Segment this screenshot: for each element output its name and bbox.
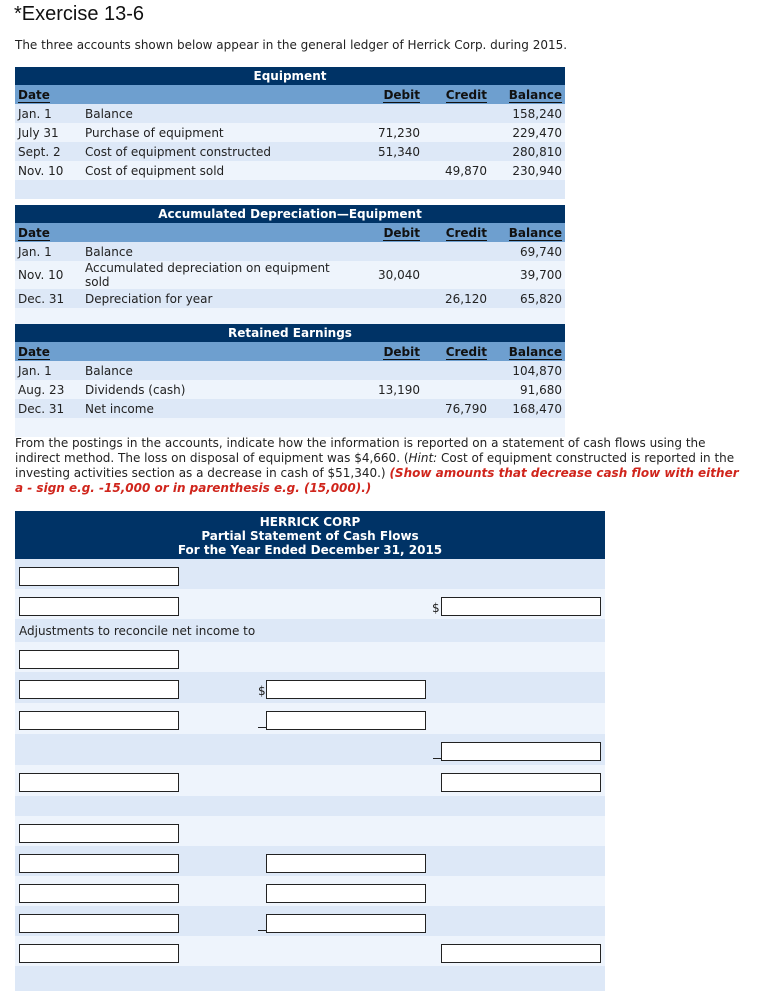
total-amount-input[interactable] [441, 773, 601, 792]
cash-flow-statement [15, 511, 605, 991]
description-cell: Dividends (cash) [82, 380, 353, 399]
table-row [15, 123, 565, 142]
table-row [15, 261, 565, 289]
amount-input[interactable] [266, 914, 426, 933]
balance-cell: 230,940 [490, 161, 565, 180]
total-amount-input[interactable] [441, 597, 601, 616]
date-header: Date [18, 87, 50, 102]
amount-input[interactable] [266, 854, 426, 873]
date-cell: Nov. 10 [15, 261, 82, 289]
total-amount-input[interactable] [441, 742, 601, 761]
description-cell: Purchase of equipment [82, 123, 353, 142]
debit-cell: 51,340 [353, 142, 423, 161]
credit-header: Credit [445, 87, 487, 102]
date-cell: Jan. 1 [15, 361, 82, 380]
credit-cell [423, 361, 490, 380]
credit-header: Credit [445, 225, 487, 240]
dollar-sign: $ [258, 684, 266, 698]
line-item-description-input[interactable] [19, 711, 179, 730]
statement-row [15, 906, 605, 936]
debit-header: Debit [383, 344, 420, 359]
credit-cell [423, 261, 490, 289]
balance-cell: 39,700 [490, 261, 565, 289]
date-header: Date [18, 225, 50, 240]
statement-period: For the Year Ended December 31, 2015 [177, 543, 443, 557]
adjustments-label: Adjustments to reconcile net income to [19, 624, 256, 638]
date-cell: Jan. 1 [15, 242, 82, 261]
intro-text: The three accounts shown below appear in the general ledger of Herrick Corp. during 2015. [15, 38, 568, 52]
line-item-description-input[interactable] [19, 884, 179, 903]
statement-row [15, 619, 605, 642]
table-row [15, 161, 565, 180]
date-header: Date [18, 344, 50, 359]
underline-mark [258, 727, 266, 728]
line-item-description-input[interactable] [19, 854, 179, 873]
line-item-description-input[interactable] [19, 597, 179, 616]
debit-cell [353, 242, 423, 261]
debit-cell [353, 104, 423, 123]
description-cell: Cost of equipment sold [82, 161, 353, 180]
credit-cell [423, 142, 490, 161]
amount-input[interactable] [266, 680, 426, 699]
ledger-table [15, 205, 565, 327]
underline-mark [433, 758, 441, 759]
line-item-description-input[interactable] [19, 567, 179, 586]
credit-header: Credit [445, 344, 487, 359]
line-item-description-input[interactable] [19, 824, 179, 843]
amount-input[interactable] [266, 884, 426, 903]
date-cell: Sept. 2 [15, 142, 82, 161]
line-item-description-input[interactable] [19, 914, 179, 933]
line-item-description-input[interactable] [19, 944, 179, 963]
credit-cell: 26,120 [423, 289, 490, 308]
ledger-title: Accumulated Depreciation—Equipment [15, 205, 565, 223]
table-row [15, 289, 565, 308]
table-row [15, 361, 565, 380]
ledger-title: Equipment [15, 67, 565, 85]
balance-header: Balance [508, 344, 562, 359]
statement-row [15, 936, 605, 966]
balance-cell: 65,820 [490, 289, 565, 308]
statement-row [15, 876, 605, 906]
company-name: HERRICK CORP [259, 515, 361, 529]
balance-header: Balance [508, 87, 562, 102]
ledger-table [15, 324, 565, 437]
credit-cell [423, 242, 490, 261]
description-cell: Net income [82, 399, 353, 418]
debit-cell: 30,040 [353, 261, 423, 289]
credit-cell: 49,870 [423, 161, 490, 180]
credit-cell [423, 104, 490, 123]
underline-mark [258, 930, 266, 931]
balance-header: Balance [508, 225, 562, 240]
debit-cell [353, 399, 423, 418]
line-item-description-input[interactable] [19, 650, 179, 669]
statement-row [15, 765, 605, 796]
description-cell: Cost of equipment constructed [82, 142, 353, 161]
statement-row [15, 672, 605, 703]
dollar-sign: $ [432, 601, 440, 615]
balance-cell: 168,470 [490, 399, 565, 418]
credit-cell [423, 380, 490, 399]
credit-cell: 76,790 [423, 399, 490, 418]
ledger-table [15, 67, 565, 199]
description-cell: Balance [82, 361, 353, 380]
balance-cell: 91,680 [490, 380, 565, 399]
date-cell: Nov. 10 [15, 161, 82, 180]
table-row [15, 380, 565, 399]
instructions: From the postings in the accounts, indicate how the information is reported on a statement of cash flows using the indirect method. The loss on disposal of equipment was $4,660. (Hint: Cost of equipment constructed is reported in the investing activities section as a decrease in cash of $51,340.) (Show amounts that decrease cash flow with either a - sign e.g. -15,000 or in parenthesis e.g. (15,000).) [15, 436, 739, 495]
description-cell: Balance [82, 104, 353, 123]
description-cell: Balance [82, 242, 353, 261]
exercise-title: *Exercise 13-6 [14, 3, 145, 25]
statement-row [15, 796, 605, 816]
date-cell: Aug. 23 [15, 380, 82, 399]
debit-cell: 13,190 [353, 380, 423, 399]
statement-row [15, 642, 605, 672]
debit-cell [353, 161, 423, 180]
date-cell: July 31 [15, 123, 82, 142]
line-item-description-input[interactable] [19, 773, 179, 792]
table-row [15, 399, 565, 418]
balance-cell: 280,810 [490, 142, 565, 161]
debit-cell: 71,230 [353, 123, 423, 142]
total-amount-input[interactable] [441, 944, 601, 963]
table-row [15, 142, 565, 161]
statement-row [15, 559, 605, 589]
statement-row [15, 966, 605, 991]
statement-row [15, 846, 605, 876]
statement-row [15, 703, 605, 734]
debit-cell [353, 289, 423, 308]
debit-header: Debit [383, 225, 420, 240]
table-row [15, 242, 565, 261]
balance-cell: 104,870 [490, 361, 565, 380]
statement-row [15, 589, 605, 619]
date-cell: Dec. 31 [15, 399, 82, 418]
amount-input[interactable] [266, 711, 426, 730]
description-cell: Accumulated depreciation on equipment sold [82, 261, 353, 289]
table-row [15, 104, 565, 123]
balance-cell: 229,470 [490, 123, 565, 142]
statement-row [15, 734, 605, 765]
line-item-description-input[interactable] [19, 680, 179, 699]
statement-header [15, 511, 605, 559]
debit-cell [353, 361, 423, 380]
statement-row [15, 816, 605, 846]
credit-cell [423, 123, 490, 142]
date-cell: Jan. 1 [15, 104, 82, 123]
ledger-title: Retained Earnings [15, 324, 565, 342]
balance-cell: 158,240 [490, 104, 565, 123]
date-cell: Dec. 31 [15, 289, 82, 308]
description-cell: Depreciation for year [82, 289, 353, 308]
statement-title: Partial Statement of Cash Flows [201, 529, 419, 543]
debit-header: Debit [383, 87, 420, 102]
balance-cell: 69,740 [490, 242, 565, 261]
